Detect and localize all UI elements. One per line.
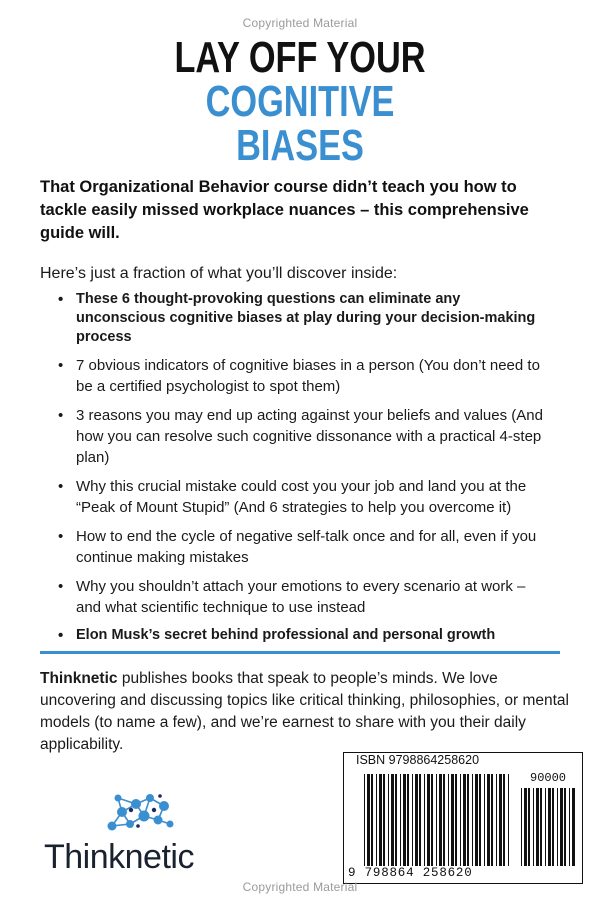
barcode-bars [363, 774, 513, 866]
barcode-bar [391, 774, 394, 866]
ean-digits: 9 798864 258620 [348, 866, 473, 880]
barcode-bar [403, 774, 406, 866]
barcode-bar [508, 774, 509, 866]
lead-sentence: Here’s just a fraction of what you’ll discover inside: [40, 265, 398, 282]
isbn-label: ISBN 9798864258620 [356, 753, 480, 767]
barcode-bar [467, 774, 469, 866]
barcode-bar [460, 774, 461, 866]
barcode-bar [484, 774, 485, 866]
barcode-bar [524, 788, 527, 866]
barcode-bar [560, 788, 563, 866]
barcode-bar [552, 788, 554, 866]
barcode-bar [499, 774, 502, 866]
barcode-bar [533, 788, 534, 866]
barcode-bar [448, 774, 449, 866]
book-title-line-1: LAY OFF YOUR [174, 33, 426, 82]
barcode-bar [569, 788, 570, 866]
barcode-bar [364, 774, 365, 866]
barcode-bar [427, 774, 430, 866]
barcode-bar [540, 788, 542, 866]
watermark-top: Copyrighted Material [242, 16, 358, 30]
publisher-blurb [40, 668, 575, 756]
feature-item: • Why you shouldn’t attach your emotions to every scenario at work – and what scientific technique to use instead [58, 576, 548, 618]
barcode-bar [388, 774, 389, 866]
barcode-bar [439, 774, 442, 866]
price-code: 90000 [530, 771, 567, 785]
barcode-bar [424, 774, 425, 866]
barcode-bar [475, 774, 478, 866]
feature-item: • How to end the cycle of negative self-talk once and for all, even if you continue making mistakes [58, 526, 548, 568]
barcode-bar [379, 774, 382, 866]
barcode-bar [443, 774, 445, 866]
feature-item: • Why this crucial mistake could cost you your job and land you at the “Peak of Mount Stupid” (And 6 strategies to help you overcome it) [58, 476, 548, 518]
feature-item: • These 6 thought-provoking questions can eliminate any unconscious cognitive biases at play during your decision-making process [58, 290, 548, 347]
barcode-bar [496, 774, 497, 866]
barcode-bar [503, 774, 505, 866]
barcode-bar [545, 788, 546, 866]
barcode-bar [400, 774, 401, 866]
barcode-bar [419, 774, 421, 866]
barcode-bar [521, 788, 522, 866]
barcode-bar [367, 774, 370, 866]
barcode-bar [431, 774, 433, 866]
barcode-bar [572, 788, 575, 866]
barcode-bar [479, 774, 481, 866]
barcode-bar [415, 774, 418, 866]
barcode-bar [436, 774, 437, 866]
watermark-bottom: Copyrighted Material [242, 880, 358, 894]
feature-item: • Elon Musk’s secret behind professional and personal growth [58, 626, 548, 645]
publisher-logo-text: Thinknetic [44, 838, 194, 876]
barcode-bar [487, 774, 490, 866]
barcode-bar [371, 774, 373, 866]
barcode-bar [383, 774, 385, 866]
publisher-description: publishes books that speak to people’s minds. We love uncovering and discussing topics like critical thinking, philosophies, or mental models (to name a few), and we’re earnest to share with you their daily applicability. [40, 670, 569, 753]
divider [40, 651, 560, 654]
feature-item: • 3 reasons you may end up acting against your beliefs and values (And how you can resolve such cognitive dissonance with a practical 4-step plan) [58, 405, 548, 468]
barcode-bar [407, 774, 409, 866]
barcode-bar [491, 774, 493, 866]
book-title-line-3: BIASES [236, 121, 364, 170]
barcode-bar [455, 774, 457, 866]
barcode-bar [395, 774, 397, 866]
barcode-bar [376, 774, 377, 866]
intro-paragraph: That Organizational Behavior course didn’t teach you how to tackle easily missed workplace nuances – this comprehensive guide will. [40, 178, 529, 242]
price-barcode-bars [520, 788, 576, 866]
feature-item: • 7 obvious indicators of cognitive biases in a person (You don’t need to be a certified psychologist to spot them) [58, 355, 548, 397]
barcode-bar [451, 774, 454, 866]
barcode-bar [528, 788, 530, 866]
barcode-bar [557, 788, 558, 866]
barcode-bar [564, 788, 566, 866]
feature-list [58, 290, 548, 653]
barcode-bar [412, 774, 413, 866]
barcode-bar [548, 788, 551, 866]
barcode-bar [463, 774, 466, 866]
publisher-name: Thinknetic [40, 670, 118, 687]
barcode-bar [536, 788, 539, 866]
book-title-line-2: COGNITIVE [205, 77, 395, 126]
barcode-bar [472, 774, 473, 866]
